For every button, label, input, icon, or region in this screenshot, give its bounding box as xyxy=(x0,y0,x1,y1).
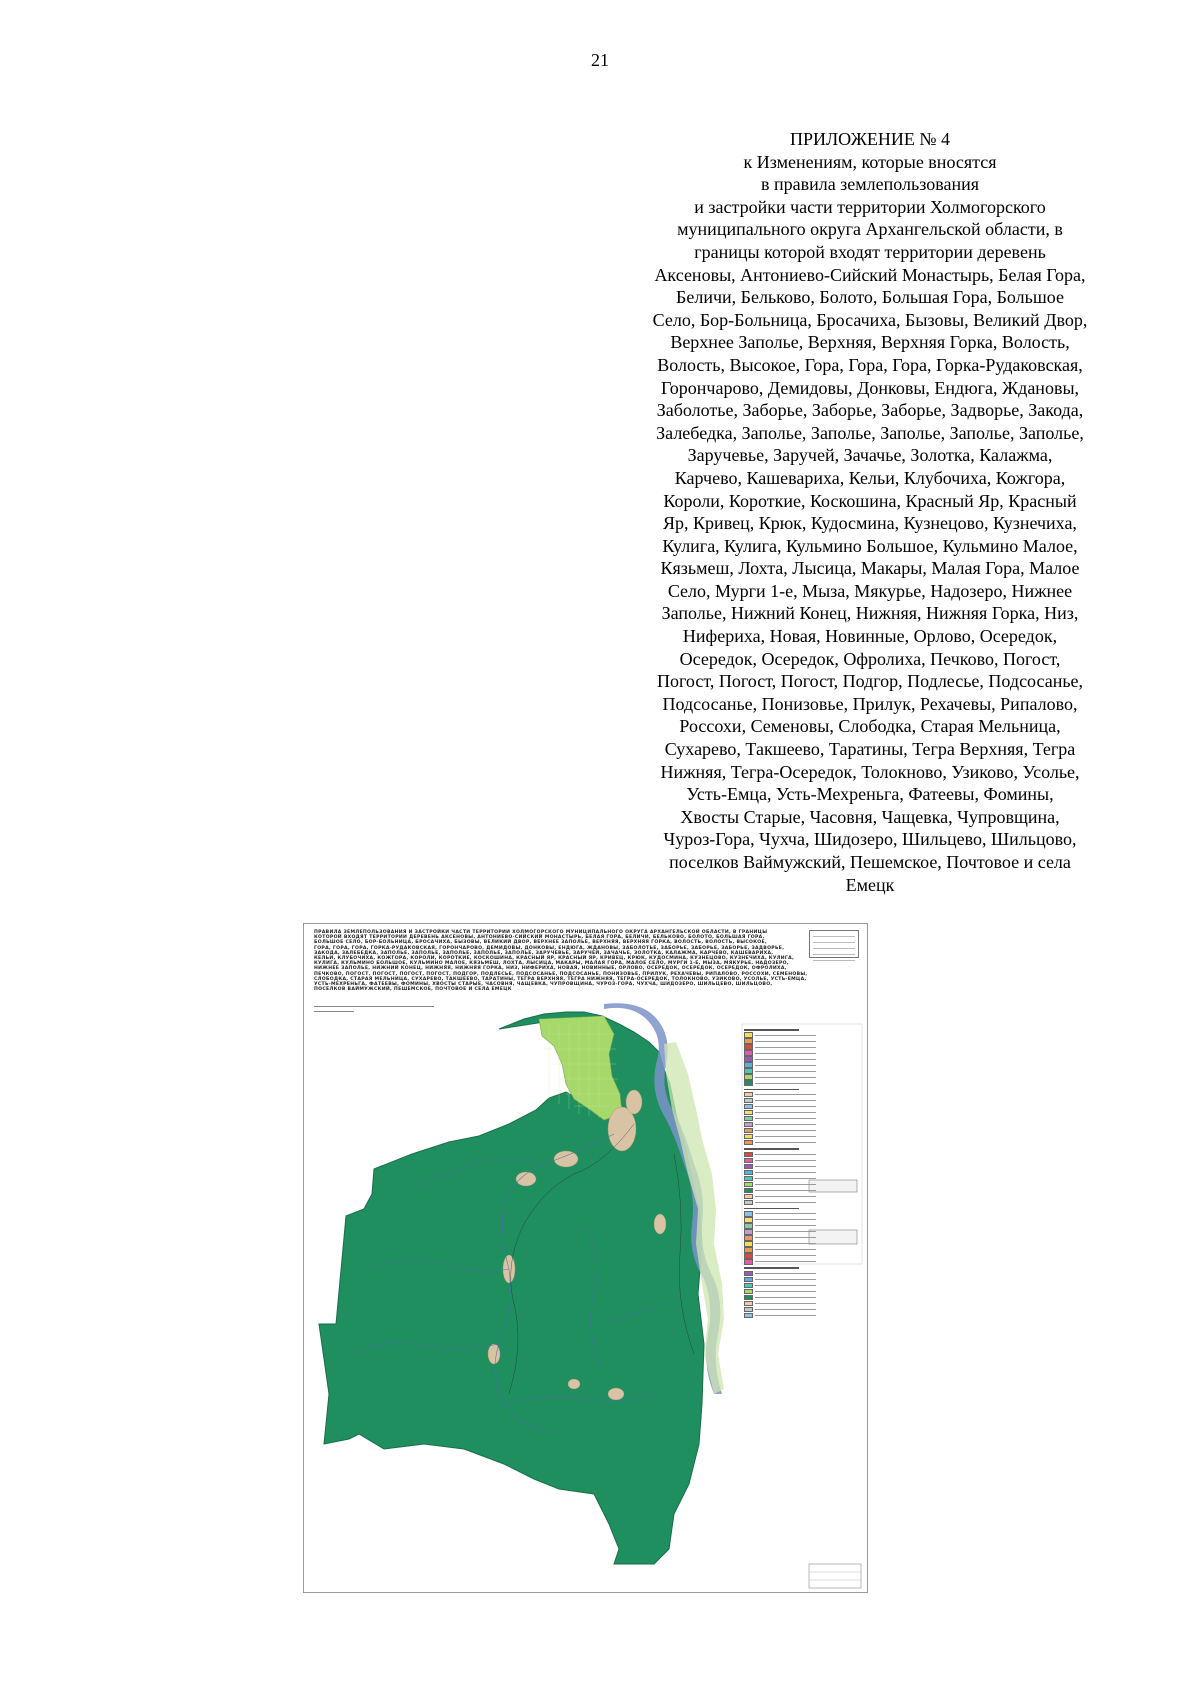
legend-row xyxy=(744,1152,816,1157)
appendix-line: Волость, Высокое, Гора, Гора, Гора, Горка-Рудаковская, xyxy=(657,354,1083,375)
appendix-block xyxy=(630,128,1110,896)
legend-row xyxy=(744,1229,816,1234)
legend-swatch xyxy=(744,1092,753,1098)
appendix-line: Усть-Емца, Усть-Мехреньга, Фатеевы, Фомины, xyxy=(686,784,1054,805)
legend-swatch xyxy=(744,1032,753,1038)
legend-swatch xyxy=(744,1176,753,1182)
legend-swatch xyxy=(744,1038,753,1044)
legend-row xyxy=(744,1217,816,1222)
legend-text xyxy=(755,1279,816,1280)
legend-text xyxy=(755,1053,816,1054)
legend-row xyxy=(744,1194,816,1199)
legend-text xyxy=(755,1190,816,1191)
legend-heading xyxy=(744,1089,799,1091)
legend-row xyxy=(744,1081,816,1086)
legend-swatch xyxy=(744,1098,753,1104)
map-header-line: ГОРА, ГОРА, ГОРА, ГОРКА-РУДАКОВСКАЯ, ГОРОНЧАРОВО, ДЕМИДОВЫ, ДОНКОВЫ, ЕНДЮГА, ЖДАНОВЫ, ЗАБОЛОТЬЕ, ЗАБОРЬЕ, ЗАБОРЬЕ, ЗАБОРЬЕ, ЗАДВОРЬЕ, xyxy=(314,945,785,951)
appendix-line: Хвосты Старые, Часовня, Чащевка, Чупровщина, xyxy=(680,806,1060,827)
legend-text xyxy=(755,1255,816,1256)
legend-text xyxy=(755,1166,816,1167)
legend-row xyxy=(744,1039,816,1044)
legend-swatch xyxy=(744,1104,753,1110)
legend-swatch xyxy=(744,1134,753,1140)
legend-row xyxy=(744,1307,816,1312)
legend-row xyxy=(744,1140,816,1145)
legend-row xyxy=(744,1235,816,1240)
legend-text xyxy=(755,1172,816,1173)
page-number: 21 xyxy=(591,50,609,70)
legend-row xyxy=(744,1277,816,1282)
appendix-line: Кулига, Кулига, Кульмино Большое, Кульмино Малое, xyxy=(662,535,1078,556)
legend-text xyxy=(755,1202,816,1203)
legend-row xyxy=(744,1253,816,1258)
legend-text xyxy=(755,1124,816,1125)
legend-swatch xyxy=(744,1080,753,1086)
appendix-line: к Изменениям, которые вносятся xyxy=(743,151,997,172)
legend-row xyxy=(744,1063,816,1068)
settlement-area xyxy=(626,1090,642,1114)
legend-row xyxy=(744,1241,816,1246)
legend-row xyxy=(744,1104,816,1109)
appendix-line: Россохи, Семеновы, Слободка, Старая Мельница, xyxy=(679,716,1061,737)
legend-heading xyxy=(744,1148,799,1150)
map-frame xyxy=(303,923,868,1593)
appendix-line: муниципального округа Архангельской области, в xyxy=(677,219,1063,240)
map-header-line: ПОСЕЛКОВ ВАЙМУЖСКИЙ, ПЕШЕМСКОЕ, ПОЧТОВОЕ И СЕЛА ЕМЕЦК xyxy=(314,987,512,993)
legend-swatch xyxy=(744,1229,753,1235)
legend-row xyxy=(744,1289,816,1294)
legend-row xyxy=(744,1110,816,1115)
appendix-line: Заручевье, Заручей, Зачачье, Золотка, Калажма, xyxy=(687,445,1053,466)
settlement-area xyxy=(608,1388,624,1400)
legend-row xyxy=(744,1211,816,1216)
legend-swatch xyxy=(744,1056,753,1062)
legend-text xyxy=(755,1243,816,1244)
legend-swatch xyxy=(744,1182,753,1188)
map-legend xyxy=(744,1026,816,1326)
legend-row xyxy=(744,1301,816,1306)
appendix-line: Заболотье, Заборье, Заборье, Заборье, Задворье, Закода, xyxy=(656,400,1084,421)
legend-row xyxy=(744,1259,816,1264)
appendix-line: границы которой входят территории деревень xyxy=(694,241,1046,262)
legend-swatch xyxy=(744,1301,753,1307)
legend-row xyxy=(744,1223,816,1228)
forest-zone xyxy=(319,1012,704,1564)
legend-row xyxy=(744,1170,816,1175)
map-header-line: СЛОБОДКА, СТАРАЯ МЕЛЬНИЦА, СУХАРЕВО, ТАКШЕЕВО, ТАРАТИНЫ, ТЕГРА ВЕРХНЯЯ, ТЕГРА НИЖНЯЯ, ТЕГРА-ОСЕРЕДОК, ТОЛОКНОВО, УЗИКОВО, УСОЛЬЕ, УСТЬ-ЕМЦА, xyxy=(314,976,807,982)
legend-text xyxy=(755,1130,816,1131)
legend-swatch xyxy=(744,1188,753,1194)
legend-text xyxy=(755,1237,816,1238)
legend-swatch xyxy=(744,1295,753,1301)
legend-row xyxy=(744,1051,816,1056)
legend-swatch xyxy=(744,1068,753,1074)
appendix-line: Осередок, Осередок, Офролиха, Печково, Погост, xyxy=(679,648,1061,669)
legend-text xyxy=(755,1297,816,1298)
map-header-line: ЗАКОДА, ЗАЛЕБЕДКА, ЗАПОЛЬЕ, ЗАПОЛЬЕ, ЗАПОЛЬЕ, ЗАПОЛЬЕ, ЗАПОЛЬЕ, ЗАРУЧЕВЬЕ, ЗАРУЧЕЙ, ЗАЧАЧЬЕ, ЗОЛОТКА, КАЛАЖМА, КАРЧЕВО, КАШЕВАРИХА, xyxy=(314,950,774,956)
legend-swatch xyxy=(744,1253,753,1259)
legend-swatch xyxy=(744,1277,753,1283)
legend-swatch xyxy=(744,1122,753,1128)
legend-swatch xyxy=(744,1140,753,1146)
appendix-line: Короли, Короткие, Коскошина, Красный Яр, Красный xyxy=(663,490,1077,511)
map-header-line: КОТОРОЙ ВХОДЯТ ТЕРРИТОРИИ ДЕРЕВЕНЬ АКСЕНОВЫ, АНТОНИЕВО-СИЙСКИЙ МОНАСТЫРЬ, БЕЛАЯ ГОРА, БЕЛИЧИ, БЕЛЬКОВО, БОЛОТО, БОЛЬШАЯ ГОРА, xyxy=(314,935,765,941)
legend-swatch xyxy=(744,1200,753,1206)
appendix-line: ПРИЛОЖЕНИЕ № 4 xyxy=(789,129,951,149)
legend-text xyxy=(755,1112,816,1113)
legend-swatch xyxy=(744,1128,753,1134)
settlement-area xyxy=(654,1214,666,1234)
appendix-line: Сухарево, Такшеево, Таратины, Тегра Верхняя, Тегра xyxy=(664,739,1076,760)
legend-text xyxy=(755,1285,816,1286)
legend-row xyxy=(744,1313,816,1318)
legend-text xyxy=(755,1106,816,1107)
appendix-line: Верхнее Заполье, Верхняя, Верхняя Горка, Волость, xyxy=(670,332,1070,353)
map-header-line: КЕЛЬИ, КЛУБОЧИХА, КОЖГОРА, КОРОЛИ, КОРОТКИЕ, КОСКОШИНА, КРАСНЫЙ ЯР, КРАСНЫЙ ЯР, КРИВЕЦ, КРЮК, КУДОСМИНА, КУЗНЕЦОВО, КУЗНЕЧИХА, КУЛИГА, xyxy=(314,956,795,962)
legend-text xyxy=(755,1303,816,1304)
appendix-line: Чуроз-Гора, Чухча, Шидозеро, Шильцево, Шильцово, xyxy=(663,829,1077,850)
appendix-line: в правила землепользования xyxy=(760,174,980,195)
legend-text xyxy=(755,1160,816,1161)
legend-text xyxy=(755,1071,816,1072)
appendix-line: Горончарово, Демидовы, Донковы, Ендюга, Ждановы, xyxy=(660,377,1080,398)
legend-text xyxy=(755,1142,816,1143)
legend-text xyxy=(755,1196,816,1197)
legend-text xyxy=(755,1178,816,1179)
legend-swatch xyxy=(744,1152,753,1158)
legend-heading xyxy=(744,1267,799,1269)
legend-row xyxy=(744,1069,816,1074)
appendix-line: Беличи, Бельково, Болото, Большая Гора, Большое xyxy=(676,287,1064,308)
appendix-line: поселков Ваймужский, Пешемское, Почтовое и села xyxy=(669,852,1071,872)
legend-swatch xyxy=(744,1289,753,1295)
legend-row xyxy=(744,1092,816,1097)
map-header-line: КУЛИГА, КУЛЬМИНО БОЛЬШОЕ, КУЛЬМИНО МАЛОЕ, КЯЗЬМЕШ, ЛОХТА, ЛЫСИЦА, МАКАРЫ, МАЛАЯ ГОРА, МАЛОЕ СЕЛО, МУРГИ 1-Е, МЫЗА, МЯКУРЬЕ, НАДОЗЕРО, xyxy=(314,961,789,967)
legend-text xyxy=(755,1077,816,1078)
legend-row xyxy=(744,1128,816,1133)
legend-swatch xyxy=(744,1235,753,1241)
legend-text xyxy=(755,1225,816,1226)
legend-text xyxy=(755,1059,816,1060)
info-box xyxy=(809,1180,857,1192)
legend-row xyxy=(744,1075,816,1080)
legend-text xyxy=(755,1083,816,1084)
legend-text xyxy=(755,1291,816,1292)
legend-text xyxy=(755,1261,816,1262)
legend-row xyxy=(744,1045,816,1050)
appendix-line: Село, Бор-Больница, Бросачиха, Бызовы, Великий Двор, xyxy=(652,309,1088,330)
legend-swatch xyxy=(744,1313,753,1319)
legend-swatch xyxy=(744,1223,753,1229)
map-header-line: БОЛЬШОЕ СЕЛО, БОР-БОЛЬНИЦА, БРОСАЧИХА, БЫЗОВЫ, ВЕЛИКИЙ ДВОР, ВЕРХНЕЕ ЗАПОЛЬЕ, ВЕРХНЯЯ, ВЕРХНЯЯ ГОРКА, ВОЛОСТЬ, ВОЛОСТЬ, ВЫСОКОЕ, xyxy=(314,940,767,946)
appendix-line: Погост, Погост, Погост, Подгор, Подлесье, Подсосанье, xyxy=(656,671,1084,692)
legend-text xyxy=(755,1219,816,1220)
legend-row xyxy=(744,1134,816,1139)
legend-swatch xyxy=(744,1110,753,1116)
legend-row xyxy=(744,1271,816,1276)
legend-text xyxy=(755,1213,816,1214)
legend-swatch xyxy=(744,1164,753,1170)
legend-row xyxy=(744,1158,816,1163)
legend-text xyxy=(755,1136,816,1137)
legend-text xyxy=(755,1035,816,1036)
legend-swatch xyxy=(744,1116,753,1122)
map-header-line: НИЖНЕЕ ЗАПОЛЬЕ, НИЖНИЙ КОНЕЦ, НИЖНЯЯ, НИЖНЯЯ ГОРКА, НИЗ, НИФЕРИХА, НОВАЯ, НОВИННЫЕ, ОРЛОВО, ОСЕРЕДОК, ОСЕРЕДОК, ОСЕРЕДОК, ОФРОЛИХА, xyxy=(314,966,787,972)
legend-text xyxy=(755,1047,816,1048)
legend-text xyxy=(755,1094,816,1095)
legend-text xyxy=(755,1315,816,1316)
legend-swatch xyxy=(744,1247,753,1253)
legend-swatch xyxy=(744,1259,753,1265)
legend-row xyxy=(744,1200,816,1205)
legend-swatch xyxy=(744,1271,753,1277)
legend-row xyxy=(744,1098,816,1103)
legend-swatch xyxy=(744,1307,753,1313)
appendix-line: Залебедка, Заполье, Заполье, Заполье, Заполье, Заполье, xyxy=(656,422,1084,443)
legend-swatch xyxy=(744,1194,753,1200)
map-header-line: ПРАВИЛА ЗЕМЛЕПОЛЬЗОВАНИЯ И ЗАСТРОЙКИ ЧАСТИ ТЕРРИТОРИИ ХОЛМОГОРСКОГО МУНИЦИПАЛЬНОГО ОКРУГА АРХАНГЕЛЬСКОЙ ОБЛАСТИ, В ГРАНИЦЫ xyxy=(314,930,768,935)
legend-row xyxy=(744,1033,816,1038)
appendix-line: Емецк xyxy=(845,874,895,895)
legend-heading xyxy=(744,1208,799,1210)
appendix-line: Подсосанье, Понизовье, Прилук, Рехачевы, Рипалово, xyxy=(662,693,1078,714)
appendix-line: Нижняя, Тегра-Осередок, Толокново, Узиково, Усолье, xyxy=(660,761,1080,782)
appendix-line: Аксеновы, Антониево-Сийский Монастырь, Белая Гора, xyxy=(654,264,1086,285)
legend-text xyxy=(755,1309,816,1310)
legend-swatch xyxy=(744,1044,753,1050)
legend-text xyxy=(755,1154,816,1155)
legend-swatch xyxy=(744,1241,753,1247)
legend-text xyxy=(755,1118,816,1119)
appendix-line: Нифериха, Новая, Новинные, Орлово, Осередок, xyxy=(682,626,1058,647)
legend-text xyxy=(755,1273,816,1274)
map-header-line: УСТЬ-МЕХРЕНЬГА, ФАТЕЕВЫ, ФОМИНЫ, ХВОСТЫ СТАРЫЕ, ЧАСОВНЯ, ЧАЩЕВКА, ЧУПРОВЩИНА, ЧУРОЗ-ГОРА, ЧУХЧА, ШИДОЗЕРО, ШИЛЬЦЕВО, ШИЛЬЦОВО, xyxy=(314,982,773,988)
legend-row xyxy=(744,1182,816,1187)
map-header-line: ПЕЧКОВО, ПОГОСТ, ПОГОСТ, ПОГОСТ, ПОГОСТ, ПОДГОР, ПОДЛЕСЬЕ, ПОДСОСАНЬЕ, ПОДСОСАНЬЕ, ПОНИЗОВЬЕ, ПРИЛУК, РЕХАЧЕВЫ, РИПАЛОВО, РОССОХИ, СЕМЕНОВЫ, xyxy=(314,971,808,977)
appendix-line: Яр, Кривец, Крюк, Кудосмина, Кузнецово, Кузнечиха, xyxy=(663,513,1077,534)
legend-row xyxy=(744,1057,816,1062)
legend-swatch xyxy=(744,1217,753,1223)
legend-text xyxy=(755,1184,816,1185)
appendix-line: и застройки части территории Холмогорского xyxy=(694,196,1046,217)
legend-text xyxy=(755,1231,816,1232)
legend-text xyxy=(755,1041,816,1042)
legend-swatch xyxy=(744,1211,753,1217)
legend-row xyxy=(744,1176,816,1181)
legend-text xyxy=(755,1100,816,1101)
legend-row xyxy=(744,1116,816,1121)
legend-swatch xyxy=(744,1074,753,1080)
legend-swatch xyxy=(744,1158,753,1164)
appendix-line: Карчево, Кашевариха, Кельи, Клубочиха, Кожгора, xyxy=(674,467,1066,488)
legend-swatch xyxy=(744,1062,753,1068)
legend-swatch xyxy=(744,1283,753,1289)
legend-swatch xyxy=(744,1170,753,1176)
legend-heading xyxy=(744,1029,799,1031)
legend-text xyxy=(755,1249,816,1250)
legend-row xyxy=(744,1247,816,1252)
appendix-line: Кязьмеш, Лохта, Лысица, Макары, Малая Гора, Малое xyxy=(660,558,1080,579)
legend-row xyxy=(744,1283,816,1288)
settlement-area xyxy=(568,1379,580,1389)
legend-swatch xyxy=(744,1050,753,1056)
legend-row xyxy=(744,1164,816,1169)
stamp-box xyxy=(809,1564,861,1588)
legend-row xyxy=(744,1188,816,1193)
appendix-line: Заполье, Нижний Конец, Нижняя, Нижняя Горка, Низ, xyxy=(661,603,1079,624)
info-box xyxy=(809,1230,857,1244)
legend-row xyxy=(744,1295,816,1300)
legend-text xyxy=(755,1065,816,1066)
legend-row xyxy=(744,1122,816,1127)
appendix-line: Село, Мурги 1-е, Мыза, Мякурье, Надозеро, Нижнее xyxy=(667,580,1073,601)
